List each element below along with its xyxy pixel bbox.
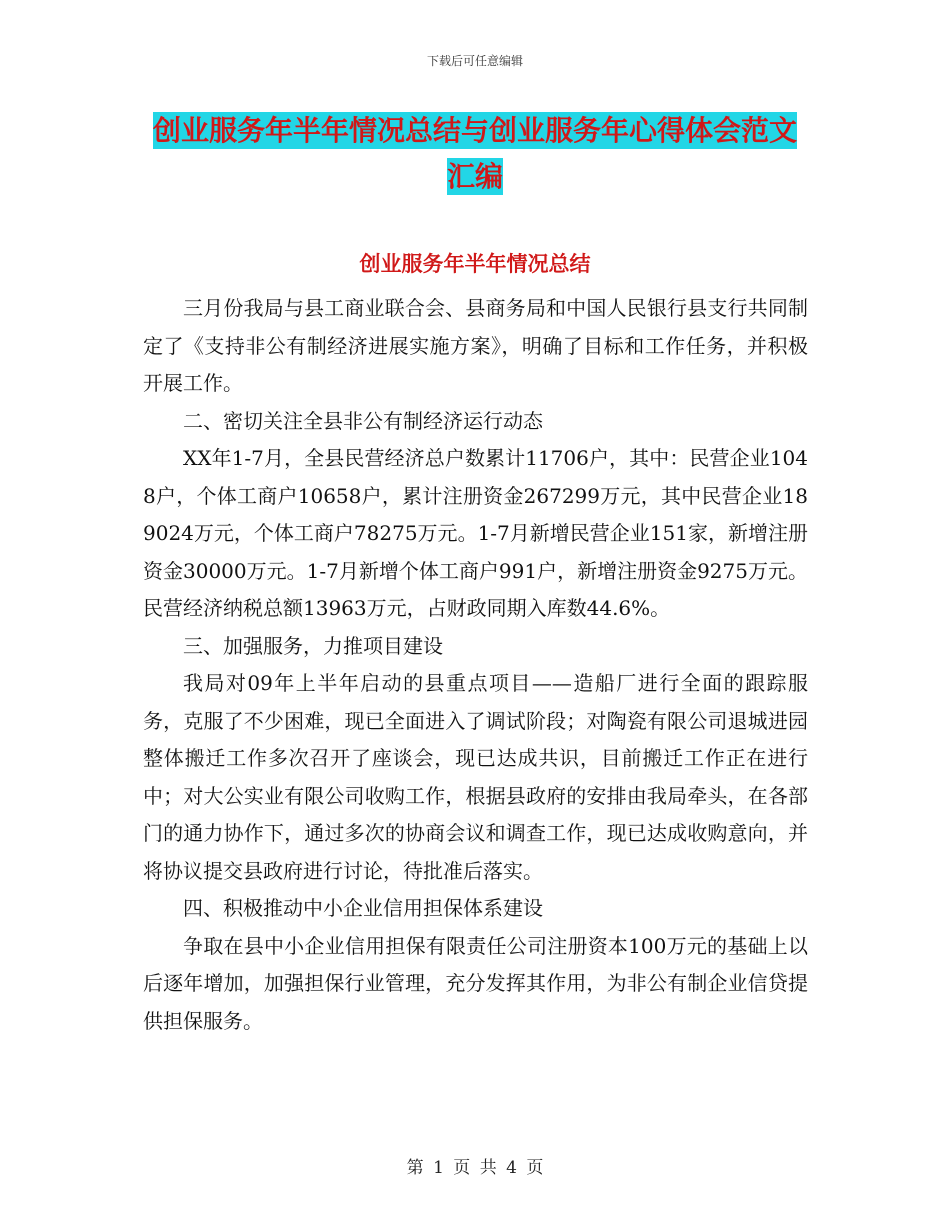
- document-body: [143, 290, 808, 1040]
- document-title-line1: 创业服务年半年情况总结与创业服务年心得体会范文: [152, 114, 797, 147]
- document-title-line2: 汇编: [446, 160, 503, 193]
- section-title: 创业服务年半年情况总结: [359, 252, 591, 276]
- heading-two: 二、密切关注全县非公有制经济运行动态: [183, 408, 543, 433]
- paragraph-projects: 我局对09年上半年启动的县重点项目——造船厂进行全面的跟踪服务，克服了不少困难，现已全面进入了调试阶段；对陶瓷有限公司退城进园整体搬迁工作多次召开了座谈会，现已达成共识，目前搬迁工作正在进行中；对大公实业有限公司收购工作，根据县政府的安排由我局牵头，在各部门的通力协作下，通过多次的协商会议和调查工作，现已达成收购意向，并将协议提交县政府进行讨论，待批准后落实。: [143, 671, 808, 883]
- paragraph-statistics: XX年1-7月，全县民营经济总户数累计11706户，其中：民营企业1048户，个体工商户10658户，累计注册资金267299万元，其中民营企业189024万元，个体工商户78275万元。1-7月新增民营企业151家，新增注册资金30000万元。1-7月新增个体工商户991户，新增注册资金9275万元。民营经济纳税总额13963万元，占财政同期入库数44.6%。: [143, 446, 808, 620]
- document-title: [150, 108, 800, 200]
- heading-four: 四、积极推动中小企业信用担保体系建设: [183, 896, 543, 920]
- paragraph-intro: 三月份我局与县工商业联合会、县商务局和中国人民银行县支行共同制定了《支持非公有制经济进展实施方案》，明确了目标和工作任务，并积极开展工作。: [143, 296, 808, 395]
- page-footer: 第 1 页 共 4 页: [406, 1158, 544, 1178]
- heading-three: 三、加强服务，力推项目建设: [183, 633, 443, 658]
- header-note: 下载后可任意编辑: [426, 54, 523, 68]
- paragraph-guarantee: 争取在县中小企业信用担保有限责任公司注册资本100万元的基础上以后逐年增加，加强担保行业管理，充分发挥其作用，为非公有制企业信贷提供担保服务。: [143, 933, 808, 1033]
